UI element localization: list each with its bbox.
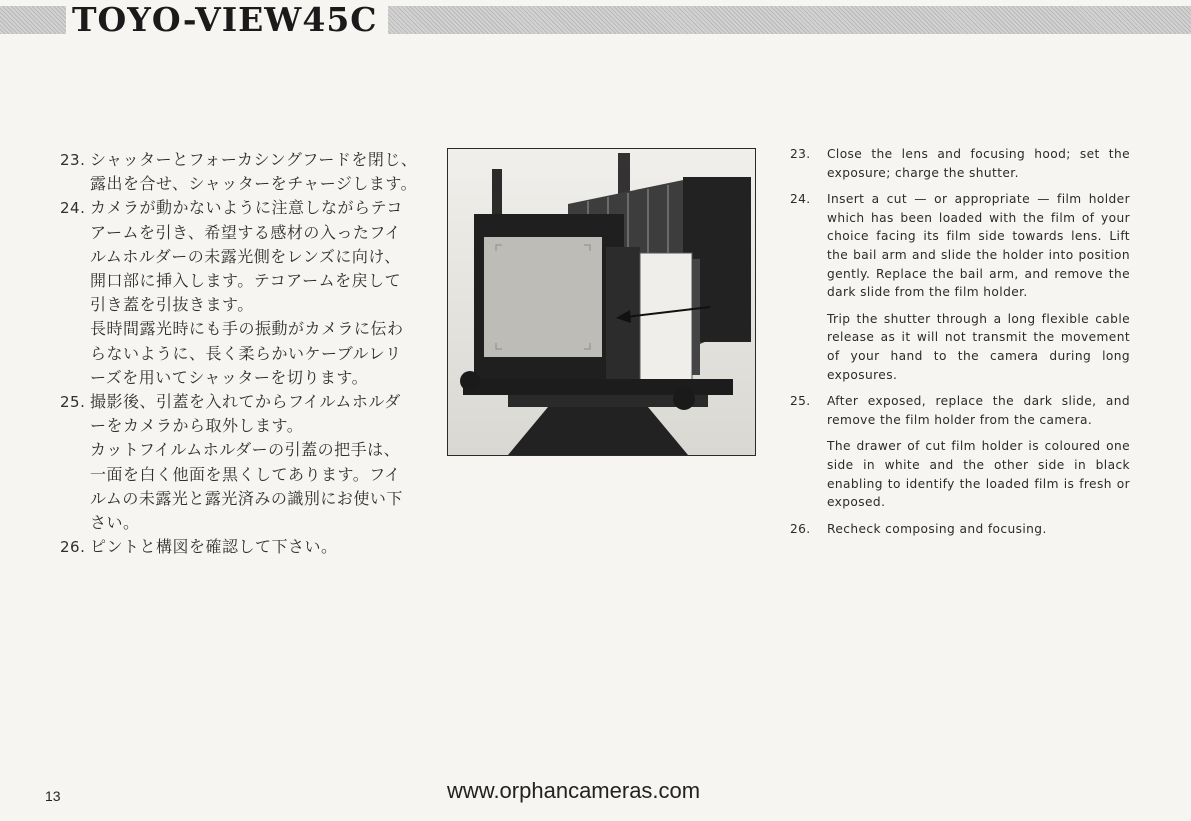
jp-note-long-exposure (60, 317, 430, 390)
jp-line: 開口部に挿入します。テコアームを戻して (90, 271, 402, 291)
en-step-text: Insert a cut — or appropriate — film holder which has been loaded with the film of your choice facing its film side towards lens. Lift the bail arm and slide the holder into position gently. Replace the bail arm, and remove the dark slide from the film holder. (827, 192, 1130, 300)
en-step-number: 24. (790, 192, 811, 207)
focus-knob-left (460, 371, 480, 391)
dark-slide (640, 253, 692, 381)
en-step-text: Recheck composing and focusing. (827, 521, 1047, 536)
jp-line: シャッターとフォーカシングフードを閉じ、 (90, 150, 418, 169)
jp-step-number: 23. (60, 151, 86, 169)
jp-line: アームを引き、希望する感材の入ったフイ (90, 222, 401, 242)
en-step-24 (790, 190, 1130, 302)
jp-line: 一面を白く他面を黒くしてあります。フイ (90, 464, 401, 484)
jp-line: さい。 (90, 513, 140, 533)
jp-step-24 (60, 196, 430, 317)
jp-step-26 (60, 535, 430, 559)
en-step-25 (790, 392, 1130, 429)
jp-step-text (90, 390, 430, 438)
brand-title: TOYO-VIEW45C (66, 3, 388, 37)
jp-step-25 (60, 390, 430, 438)
jp-step-23 (60, 148, 430, 196)
jp-line: カメラが動かないように注意しながらテコ (90, 198, 403, 218)
japanese-column (60, 148, 430, 559)
english-column (790, 145, 1130, 546)
en-step-text: Close the lens and focusing hood; set the exposure; charge the shutter. (827, 147, 1130, 180)
page-number: 13 (45, 788, 61, 804)
en-note-long-exposure: Trip the shutter through a long flexible cable release as it will not transmit the movement of your hand to the camera during long exposures. (827, 311, 1130, 382)
jp-note-dark-slide (60, 438, 430, 535)
jp-line: 引き蓋を引抜きます。 (90, 295, 254, 315)
ground-glass (484, 237, 602, 357)
jp-line: 撮影後、引蓋を入れてからフイルムホルダ (90, 392, 401, 412)
jp-line: ピントと構図を確認して下さい。 (90, 537, 338, 557)
en-step-23 (790, 145, 1130, 182)
jp-step-number: 25. (60, 393, 86, 412)
footer-url[interactable]: www.orphancameras.com (447, 778, 701, 803)
jp-line: ルムの未露光と露光済みの識別にお使い下 (90, 488, 403, 508)
en-step-26 (790, 520, 1130, 539)
jp-line: 露出を合せ、シャッターをチャージします。 (90, 174, 418, 194)
jp-line: 長時間露光時にも手の振動がカメラに伝わ (90, 319, 404, 339)
en-step-text: After exposed, replace the dark slide, and remove the film holder from the camera. (827, 394, 1130, 427)
jp-line: カットフイルムホルダーの引蓋の把手は、 (90, 440, 401, 460)
jp-line: ーズを用いてシャッターを切ります。 (90, 367, 369, 387)
en-step-number: 25. (790, 394, 811, 409)
jp-step-text (90, 196, 430, 317)
jp-line: ーをカメラから取外します。 (90, 416, 304, 436)
en-step-number: 26. (790, 521, 811, 536)
focus-knob-right (673, 388, 695, 410)
en-step-number: 23. (790, 147, 811, 161)
en-note-dark-slide: The drawer of cut film holder is coloured one side in white and the other side in black enabling to identify the loaded film is fresh or exposed. (827, 439, 1130, 510)
jp-step-number: 24. (60, 199, 86, 218)
slide-handle (692, 259, 700, 375)
view-camera-photo (447, 148, 756, 456)
jp-step-number: 26. (60, 538, 86, 557)
jp-step-text (90, 148, 430, 196)
jp-line: らないように、長く柔らかいケーブルレリ (90, 343, 402, 363)
camera-illustration (448, 149, 755, 455)
jp-step-text (90, 535, 430, 559)
jp-line: ルムホルダーの未露光側をレンズに向け、 (90, 246, 401, 266)
